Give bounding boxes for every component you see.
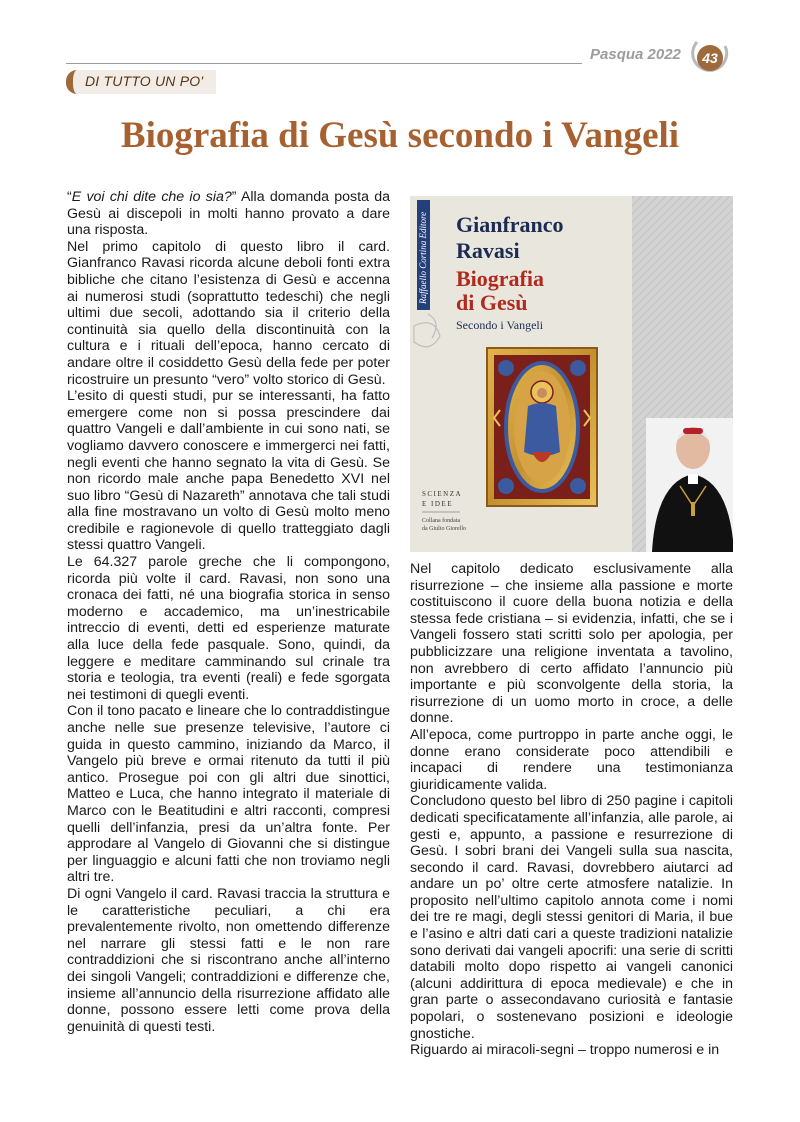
paragraph: Con il tono pacato e lineare che lo contraddistingue anche nelle sue presenze televisive, l’autore ci guida in questo cammino, iniziando da Marco, il Vangelo più breve e ormai ritenuto da tutti il più antico. Prosegue poi con gli altri due sinottici, Matteo e Luca, che hanno integrato il materiale di Marco con le Beatitudini e altri racconti, compresi quelli dell’infanzia, presi da un’altra fonte. Per approdare al Vangelo di Giovanni che si distingue per linguaggio e alcuni fatti che non troviamo negli altri tre. <box>67 703 390 886</box>
cover-series-line2: E IDEE <box>422 500 453 508</box>
page-number: 43 <box>697 45 723 71</box>
header-rule <box>66 63 582 64</box>
cover-author-first: Gianfranco <box>456 212 564 237</box>
right-column <box>410 561 733 1059</box>
paragraph: “E voi chi dite che io sia?” Alla domanda posta da Gesù ai discepoli in molti hanno provato a dare una risposta. <box>67 189 390 239</box>
cover-title-line1: Biografia <box>456 266 544 291</box>
author-photo <box>646 418 733 552</box>
article-title: Biografia di Gesù secondo i Vangeli <box>120 115 680 156</box>
paragraph: Le 64.327 parole greche che li compongono, ricorda più volte il card. Ravasi, non sono una cronaca dei fatti, né una biografia storica in senso moderno e accademico, ma un’inestricabile intreccio di eventi, detti ed esperienze maturate alla luce della fede pasquale. Sono, quindi, da leggere e meditare camminando sul crinale tra storia e teologia, tra eventi (reali) e fede sgorgata nei testimoni di quegli eventi. <box>67 554 390 703</box>
paragraph: Nel capitolo dedicato esclusivamente alla risurrezione – che insieme alla passione e morte costituiscono il cuore della buona notizia e della stessa fede cristiana – si evidenzia, infatti, che se i Vangeli fossero stati scritti solo per apologia, per pubblicizzare una religione inventata a tavolino, non avrebbero di certo affidato l’annuncio più importante e più sconvolgente della storia, la risurrezione di un uomo morto in croce, a delle donne. <box>410 561 733 727</box>
cover-series-line1: SCIENZA <box>422 490 463 498</box>
paragraph: Concludono questo bel libro di 250 pagine i capitoli dedicati specificatamente all’infanzia, alle parole, ai gesti e, appunto, a passione e resurrezione di Gesù. I sobri brani dei Vangeli sulla sua nascita, secondo il card. Ravasi, dovrebbero aiutarci ad andare un po’ oltre certe atmosfere natalizie. In proposito nell’ultimo capitolo annota come i nomi dei tre re magi, degli stessi genitori di Maria, il bue e l’asino e altri dati cari a queste tradizioni natalizie sono derivati dai vangeli apocrifi: una serie di scritti databili molto dopo rispetto ai vangeli canonici (alcuni addirittura di epoca medievale) e che in gran parte o assecondavano curiosità e fantasie popolari, o sostenevano posizioni e ideologie gnostiche. <box>410 793 733 1042</box>
cover-title-line2: di Gesù <box>456 290 528 315</box>
paragraph: L’esito di questi studi, pur se interessanti, ha fatto emergere come non si possa prescindere dai quattro Vangeli e dall’ambiente in cui sono nati, se vogliamo davvero conoscere e immergerci nei fatti, negli eventi che hanno segnato la vita di Gesù. Se non ricordo male anche papa Benedetto XVI nel suo libro “Gesù di Nazareth” annotava che tali studi alla fine mostravano un volto di Gesù molto meno credibile e ragionevole di quello tratteggiato dagli stessi quattro Vangeli. <box>67 388 390 554</box>
cover-illumination <box>487 348 597 506</box>
opening-quote: E voi chi dite che io sia? <box>71 189 232 205</box>
cover-author-last: Ravasi <box>456 238 520 263</box>
paragraph-text: Alla domanda posta da Gesù ai discepoli in molti hanno provato a dare una risposta. <box>67 189 390 239</box>
paragraph: Di ogni Vangelo il card. Ravasi traccia la struttura e le caratteristiche peculiari, a chi era prevalentemente rivolto, non omettendo differenze nel narrare gli stessi fatti e le non rare contraddizioni che si riscontrano anche all’interno dei singoli Vangeli; contraddizioni e differenze che, insieme all’annuncio della risurrezione affidato alle donne, possono essere letti come prova della genuinità di questi testi. <box>67 885 390 1035</box>
issue-label: Pasqua 2022 <box>590 46 681 63</box>
paragraph: Nel primo capitolo di questo libro il card. Gianfranco Ravasi ricorda alcune deboli fonti extra bibliche che citano l’esistenza di Gesù e accenna ai numerosi studi (soprattutto tedeschi) che negli ultimi due secoli, adottando sia il criterio della continuità sia quello della discontinuità con la cultura e i rituali dell’epoca, hanno cercato di andare oltre il cosiddetto Gesù della fede per poter ricostruire un presunto “vero” volto storico di Gesù. <box>67 238 390 388</box>
cover-subtitle: Secondo i Vangeli <box>456 318 544 332</box>
cover-publisher: Raffaello Cortina Editore <box>418 211 428 304</box>
cover-series-note2: da Giulio Giorello <box>422 526 466 532</box>
left-column <box>67 189 390 1035</box>
paragraph: All’epoca, come purtroppo in parte anche oggi, le donne erano considerate poco attendibili e incapaci di rendere una testimonianza giuridicamente valida. <box>410 726 733 793</box>
paragraph: Riguardo ai miracoli-segni – troppo numerosi e in <box>410 1042 720 1059</box>
cover-series-note1: Collana fondata <box>422 518 461 524</box>
book-cover-image <box>410 196 733 552</box>
section-label: DI TUTTO UN PO' <box>85 73 204 89</box>
